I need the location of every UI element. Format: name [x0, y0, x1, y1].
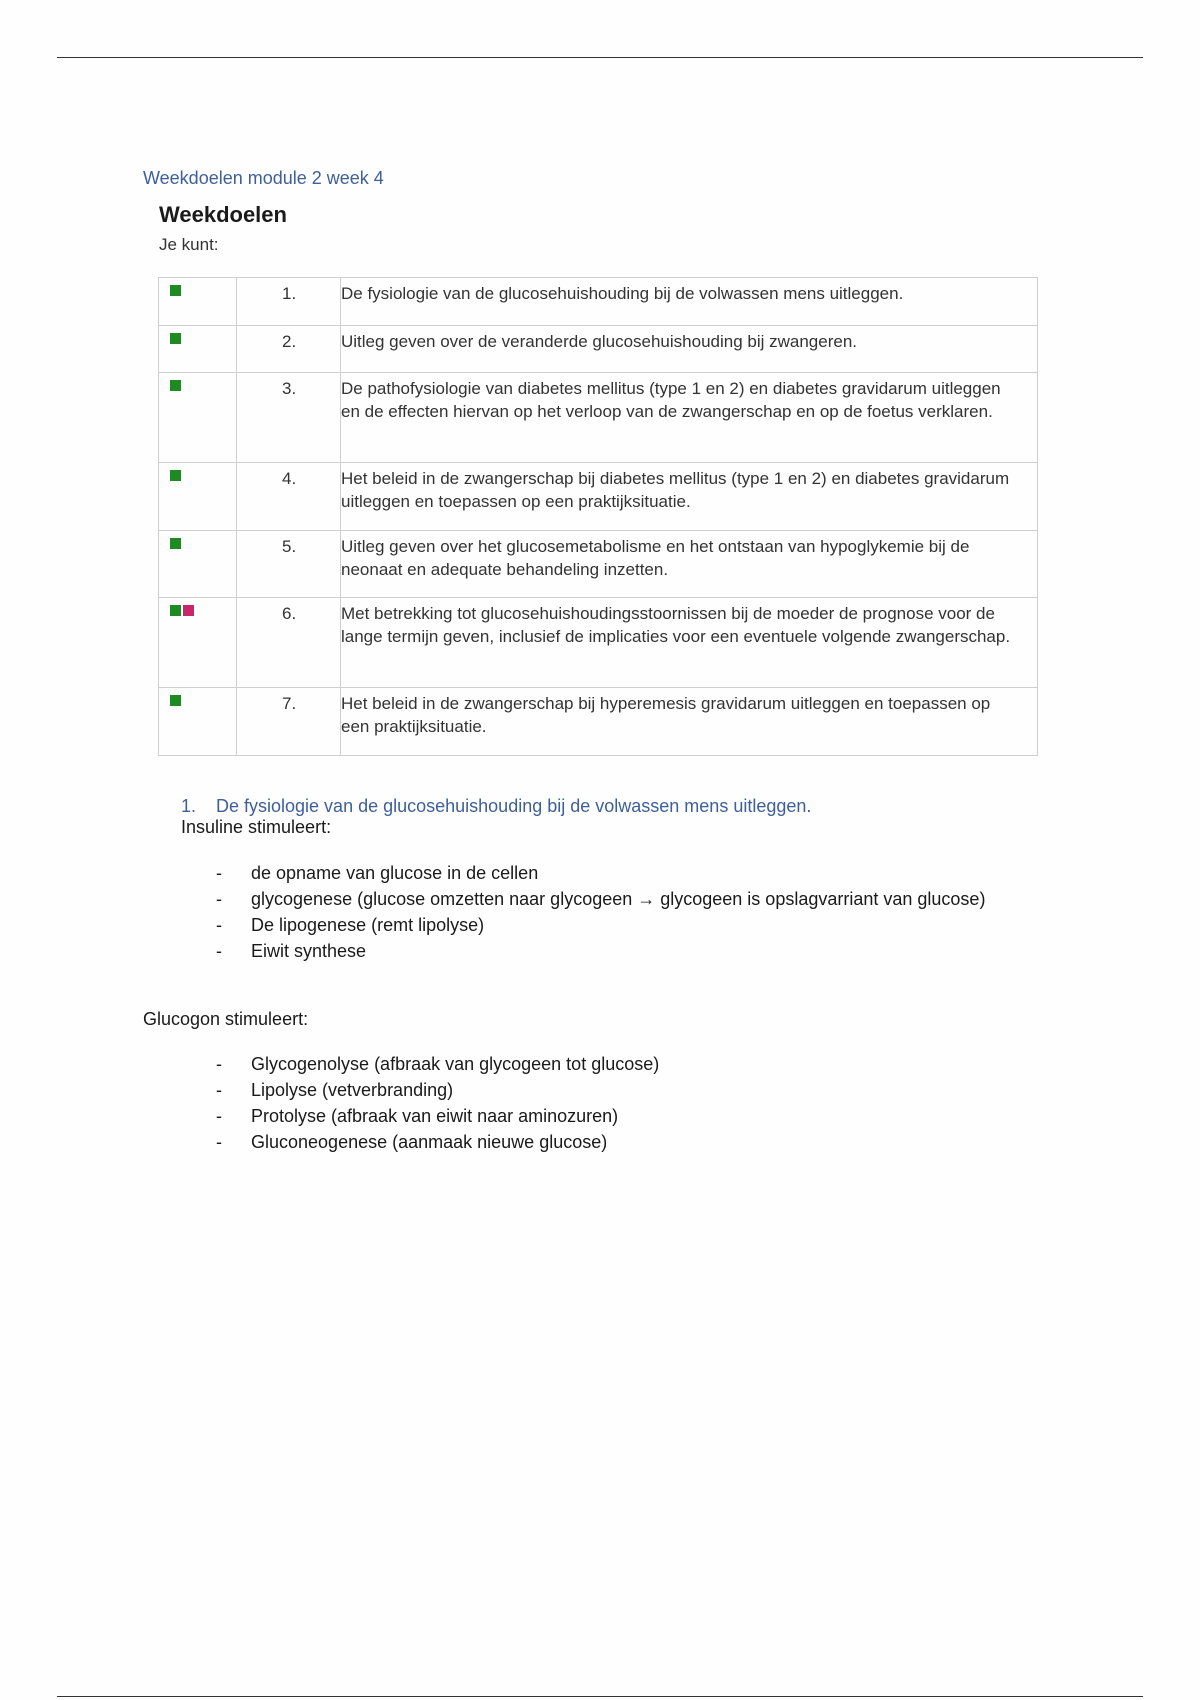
goal-markers: [159, 531, 237, 598]
goal-text: Het beleid in de zwangerschap bij hyperemesis gravidarum uitleggen en toepassen op een praktijksituatie.: [341, 688, 1038, 756]
list-item-text: Gluconeogenese (aanmaak nieuwe glucose): [251, 1132, 608, 1152]
goal-markers: [159, 688, 237, 756]
dash-bullet: -: [216, 941, 222, 961]
goal-markers: [159, 326, 237, 373]
dash-bullet: -: [216, 1132, 222, 1152]
dash-bullet: -: [216, 1106, 222, 1126]
list-item: [216, 1130, 1016, 1154]
list-item: [216, 1104, 1016, 1128]
green-square-icon: [170, 470, 181, 481]
goal-row: [159, 531, 1038, 598]
goal-number: 3.: [237, 373, 341, 463]
goal-row: [159, 598, 1038, 688]
section-heading-text: De fysiologie van de glucosehuishouding bij de volwassen mens uitleggen.: [216, 796, 812, 816]
insuline-list: [216, 861, 1016, 965]
goals-intro: Je kunt:: [159, 235, 219, 254]
goal-number: 7.: [237, 688, 341, 756]
section-heading: [181, 796, 811, 817]
goal-text: Uitleg geven over de veranderde glucosehuishouding bij zwangeren.: [341, 326, 1038, 373]
goal-markers: [159, 373, 237, 463]
goal-markers: [159, 463, 237, 531]
goal-row: [159, 463, 1038, 531]
dash-bullet: -: [216, 1054, 222, 1074]
glucogon-label: Glucogon stimuleert:: [143, 1009, 309, 1029]
list-item: [216, 1052, 1016, 1076]
section-number: 1.: [181, 796, 197, 816]
goal-number: 1.: [237, 278, 341, 326]
dash-bullet: -: [216, 889, 222, 909]
goal-text: De fysiologie van de glucosehuishouding bij de volwassen mens uitleggen.: [341, 278, 1038, 326]
green-square-icon: [170, 380, 181, 391]
goal-text: Met betrekking tot glucosehuishoudingsstoornissen bij de moeder de prognose voor de lange termijn geven, inclusief de implicaties voor een eventuele volgende zwangerschap.: [341, 598, 1038, 688]
page-top-rule: [57, 57, 1143, 58]
goal-number: 6.: [237, 598, 341, 688]
list-item: [216, 887, 1016, 911]
goal-row: [159, 688, 1038, 756]
glucogon-list: [216, 1052, 1016, 1156]
goal-number: 4.: [237, 463, 341, 531]
goal-markers: [159, 278, 237, 326]
insuline-label: Insuline stimuleert:: [181, 817, 332, 837]
list-item-text: Glycogenolyse (afbraak van glycogeen tot glucose): [251, 1054, 660, 1074]
goal-text: De pathofysiologie van diabetes mellitus (type 1 en 2) en diabetes gravidarum uitleggen en de effecten hiervan op het verloop van de zwangerschap en op de foetus verklaren.: [341, 373, 1038, 463]
page-bottom-rule: [57, 1696, 1143, 1697]
green-square-icon: [170, 538, 181, 549]
green-square-icon: [170, 333, 181, 344]
goal-text: Uitleg geven over het glucosemetabolisme en het ontstaan van hypoglykemie bij de neonaat en adequate behandeling inzetten.: [341, 531, 1038, 598]
green-square-icon: [170, 695, 181, 706]
goal-row: [159, 278, 1038, 326]
goal-text: Het beleid in de zwangerschap bij diabetes mellitus (type 1 en 2) en diabetes gravidarum uitleggen en toepassen op een praktijksituatie.: [341, 463, 1038, 531]
goal-row: [159, 326, 1038, 373]
green-square-icon: [170, 285, 181, 296]
dash-bullet: -: [216, 1080, 222, 1100]
list-item: [216, 913, 1016, 937]
goal-number: 5.: [237, 531, 341, 598]
dash-bullet: -: [216, 915, 222, 935]
dash-bullet: -: [216, 863, 222, 883]
list-item-text: glycogenese (glucose omzetten naar glycogeen → glycogeen is opslagvarriant van glucose): [251, 889, 986, 909]
goal-row: [159, 373, 1038, 463]
goals-table: [158, 277, 1038, 756]
list-item: [216, 861, 1016, 885]
goal-markers: [159, 598, 237, 688]
list-item-text: Protolyse (afbraak van eiwit naar aminozuren): [251, 1106, 619, 1126]
list-item-text: Lipolyse (vetverbranding): [251, 1080, 454, 1100]
pink-square-icon: [183, 605, 194, 616]
list-item-text: Eiwit synthese: [251, 941, 367, 961]
list-item-text: de opname van glucose in de cellen: [251, 863, 539, 883]
goals-title: Weekdoelen: [159, 202, 287, 227]
list-item: [216, 939, 1016, 963]
list-item-text: De lipogenese (remt lipolyse): [251, 915, 485, 935]
list-item: [216, 1078, 1016, 1102]
document-heading: Weekdoelen module 2 week 4: [143, 168, 384, 188]
goal-number: 2.: [237, 326, 341, 373]
green-square-icon: [170, 605, 181, 616]
